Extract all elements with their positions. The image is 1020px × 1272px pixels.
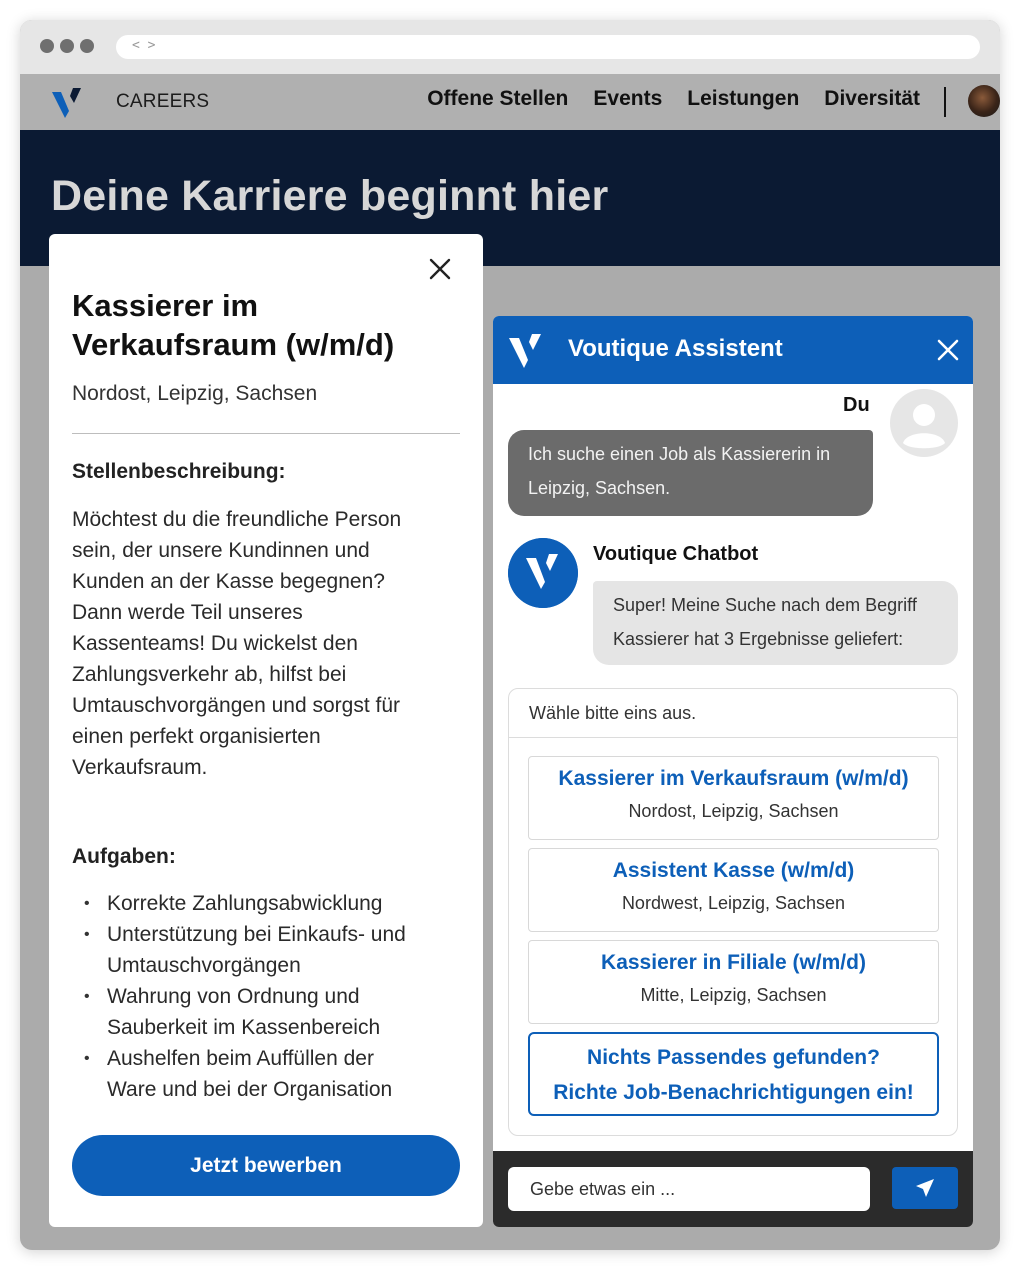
job-option[interactable]	[528, 940, 939, 1024]
window-dot-minimize[interactable]	[60, 39, 74, 53]
job-option[interactable]	[528, 848, 939, 932]
task-line: • Aushelfen beim Auffüllen der	[107, 1047, 374, 1070]
message-line: Kassierer hat 3 Ergebnisse geliefert:	[613, 629, 904, 649]
description-line: Kassenteams! Du wickelst den	[72, 632, 358, 655]
send-icon	[914, 1177, 936, 1199]
job-option-title: Kassierer im Verkaufsraum (w/m/d)	[558, 767, 909, 790]
nav-link-leistungen[interactable]: Leistungen	[687, 87, 800, 110]
divider	[509, 737, 957, 738]
message-line: Leipzig, Sachsen.	[528, 478, 671, 498]
job-alert-button[interactable]	[528, 1032, 939, 1116]
list-item	[84, 981, 464, 1043]
description-line: Kunden an der Kasse begegnen?	[72, 570, 385, 593]
message-line: Ich suche einen Job als Kassiererin in	[528, 444, 831, 464]
tasks-heading: Aufgaben:	[72, 845, 176, 868]
close-icon[interactable]	[935, 337, 961, 363]
list-item	[84, 919, 464, 981]
job-detail-panel	[49, 234, 483, 1227]
site-header	[20, 74, 1000, 130]
code-icon: < >	[132, 38, 156, 53]
task-line: Ware und bei der Organisation	[107, 1078, 393, 1101]
job-alert-line: Nichts Passendes gefunden?	[587, 1046, 880, 1069]
job-option-title: Kassierer in Filiale (w/m/d)	[601, 951, 866, 974]
job-option-location: Mitte, Leipzig, Sachsen	[640, 985, 827, 1005]
task-line: • Korrekte Zahlungsabwicklung	[107, 892, 383, 915]
job-alert-line: Richte Job-Benachrichtigungen ein!	[553, 1081, 914, 1104]
description-line: Möchtest du die freundliche Person	[72, 508, 402, 531]
description-line: sein, der unsere Kundinnen und	[72, 539, 370, 562]
chat-footer	[493, 1151, 973, 1227]
main-nav	[427, 87, 920, 111]
bot-message	[593, 581, 958, 665]
browser-chrome	[20, 20, 1000, 74]
user-message	[508, 430, 873, 516]
close-icon[interactable]	[427, 256, 453, 282]
job-title: Kassierer im Verkaufsraum (w/m/d)	[72, 288, 395, 362]
profile-avatar[interactable]	[968, 85, 1000, 117]
list-item	[84, 1043, 464, 1105]
job-choices-card	[508, 688, 958, 1136]
description-line: Umtauschvorgängen und sorgst für	[72, 694, 401, 717]
task-line: • Wahrung von Ordnung und	[107, 985, 360, 1008]
description-line: einen perfekt organisierten	[72, 725, 321, 748]
brand-logo-icon	[507, 330, 547, 370]
apply-button[interactable]: Jetzt bewerben	[72, 1135, 460, 1196]
user-avatar-icon	[889, 388, 959, 458]
description-line: Verkaufsraum.	[72, 756, 208, 779]
divider	[72, 433, 460, 434]
list-item	[84, 888, 464, 919]
chat-widget	[493, 316, 973, 1227]
bot-name: Voutique Chatbot	[593, 543, 759, 565]
chat-header	[493, 316, 973, 384]
job-location: Nordost, Leipzig, Sachsen	[72, 382, 318, 405]
job-option[interactable]	[528, 756, 939, 840]
bot-avatar-icon	[508, 538, 578, 608]
send-button[interactable]	[892, 1167, 958, 1209]
job-option-location: Nordwest, Leipzig, Sachsen	[621, 893, 846, 913]
window-dot-close[interactable]	[40, 39, 54, 53]
nav-link-events[interactable]: Events	[593, 87, 663, 110]
window-dot-maximize[interactable]	[80, 39, 94, 53]
brand-careers-label[interactable]: CAREERS	[116, 91, 210, 112]
task-line: • Unterstützung bei Einkaufs- und	[107, 923, 406, 946]
task-line: Umtauschvorgängen	[107, 954, 301, 977]
choices-prompt: Wähle bitte eins aus.	[529, 703, 697, 723]
message-line: Super! Meine Suche nach dem Begriff	[613, 595, 917, 615]
chat-input[interactable]	[508, 1167, 870, 1211]
description-line: Dann werde Teil unseres	[72, 601, 303, 624]
job-option-location: Nordost, Leipzig, Sachsen	[628, 801, 839, 821]
task-line: Sauberkeit im Kassenbereich	[107, 1016, 381, 1039]
description-line: Zahlungsverkehr ab, hilfst bei	[72, 663, 347, 686]
window-controls	[40, 39, 94, 53]
job-description	[72, 504, 457, 783]
hero-title: Deine Karriere beginnt hier	[51, 172, 609, 220]
nav-divider	[944, 87, 946, 117]
tasks-list	[84, 888, 464, 1105]
job-option-title: Assistent Kasse (w/m/d)	[612, 859, 855, 882]
nav-link-diversitaet[interactable]: Diversität	[824, 87, 920, 110]
address-bar[interactable]	[116, 35, 980, 59]
description-heading: Stellenbeschreibung:	[72, 460, 286, 483]
brand-logo-icon[interactable]	[50, 84, 86, 120]
nav-link-offene-stellen[interactable]: Offene Stellen	[427, 87, 569, 110]
user-label: Du	[843, 394, 870, 416]
chat-title: Voutique Assistent	[568, 335, 783, 362]
